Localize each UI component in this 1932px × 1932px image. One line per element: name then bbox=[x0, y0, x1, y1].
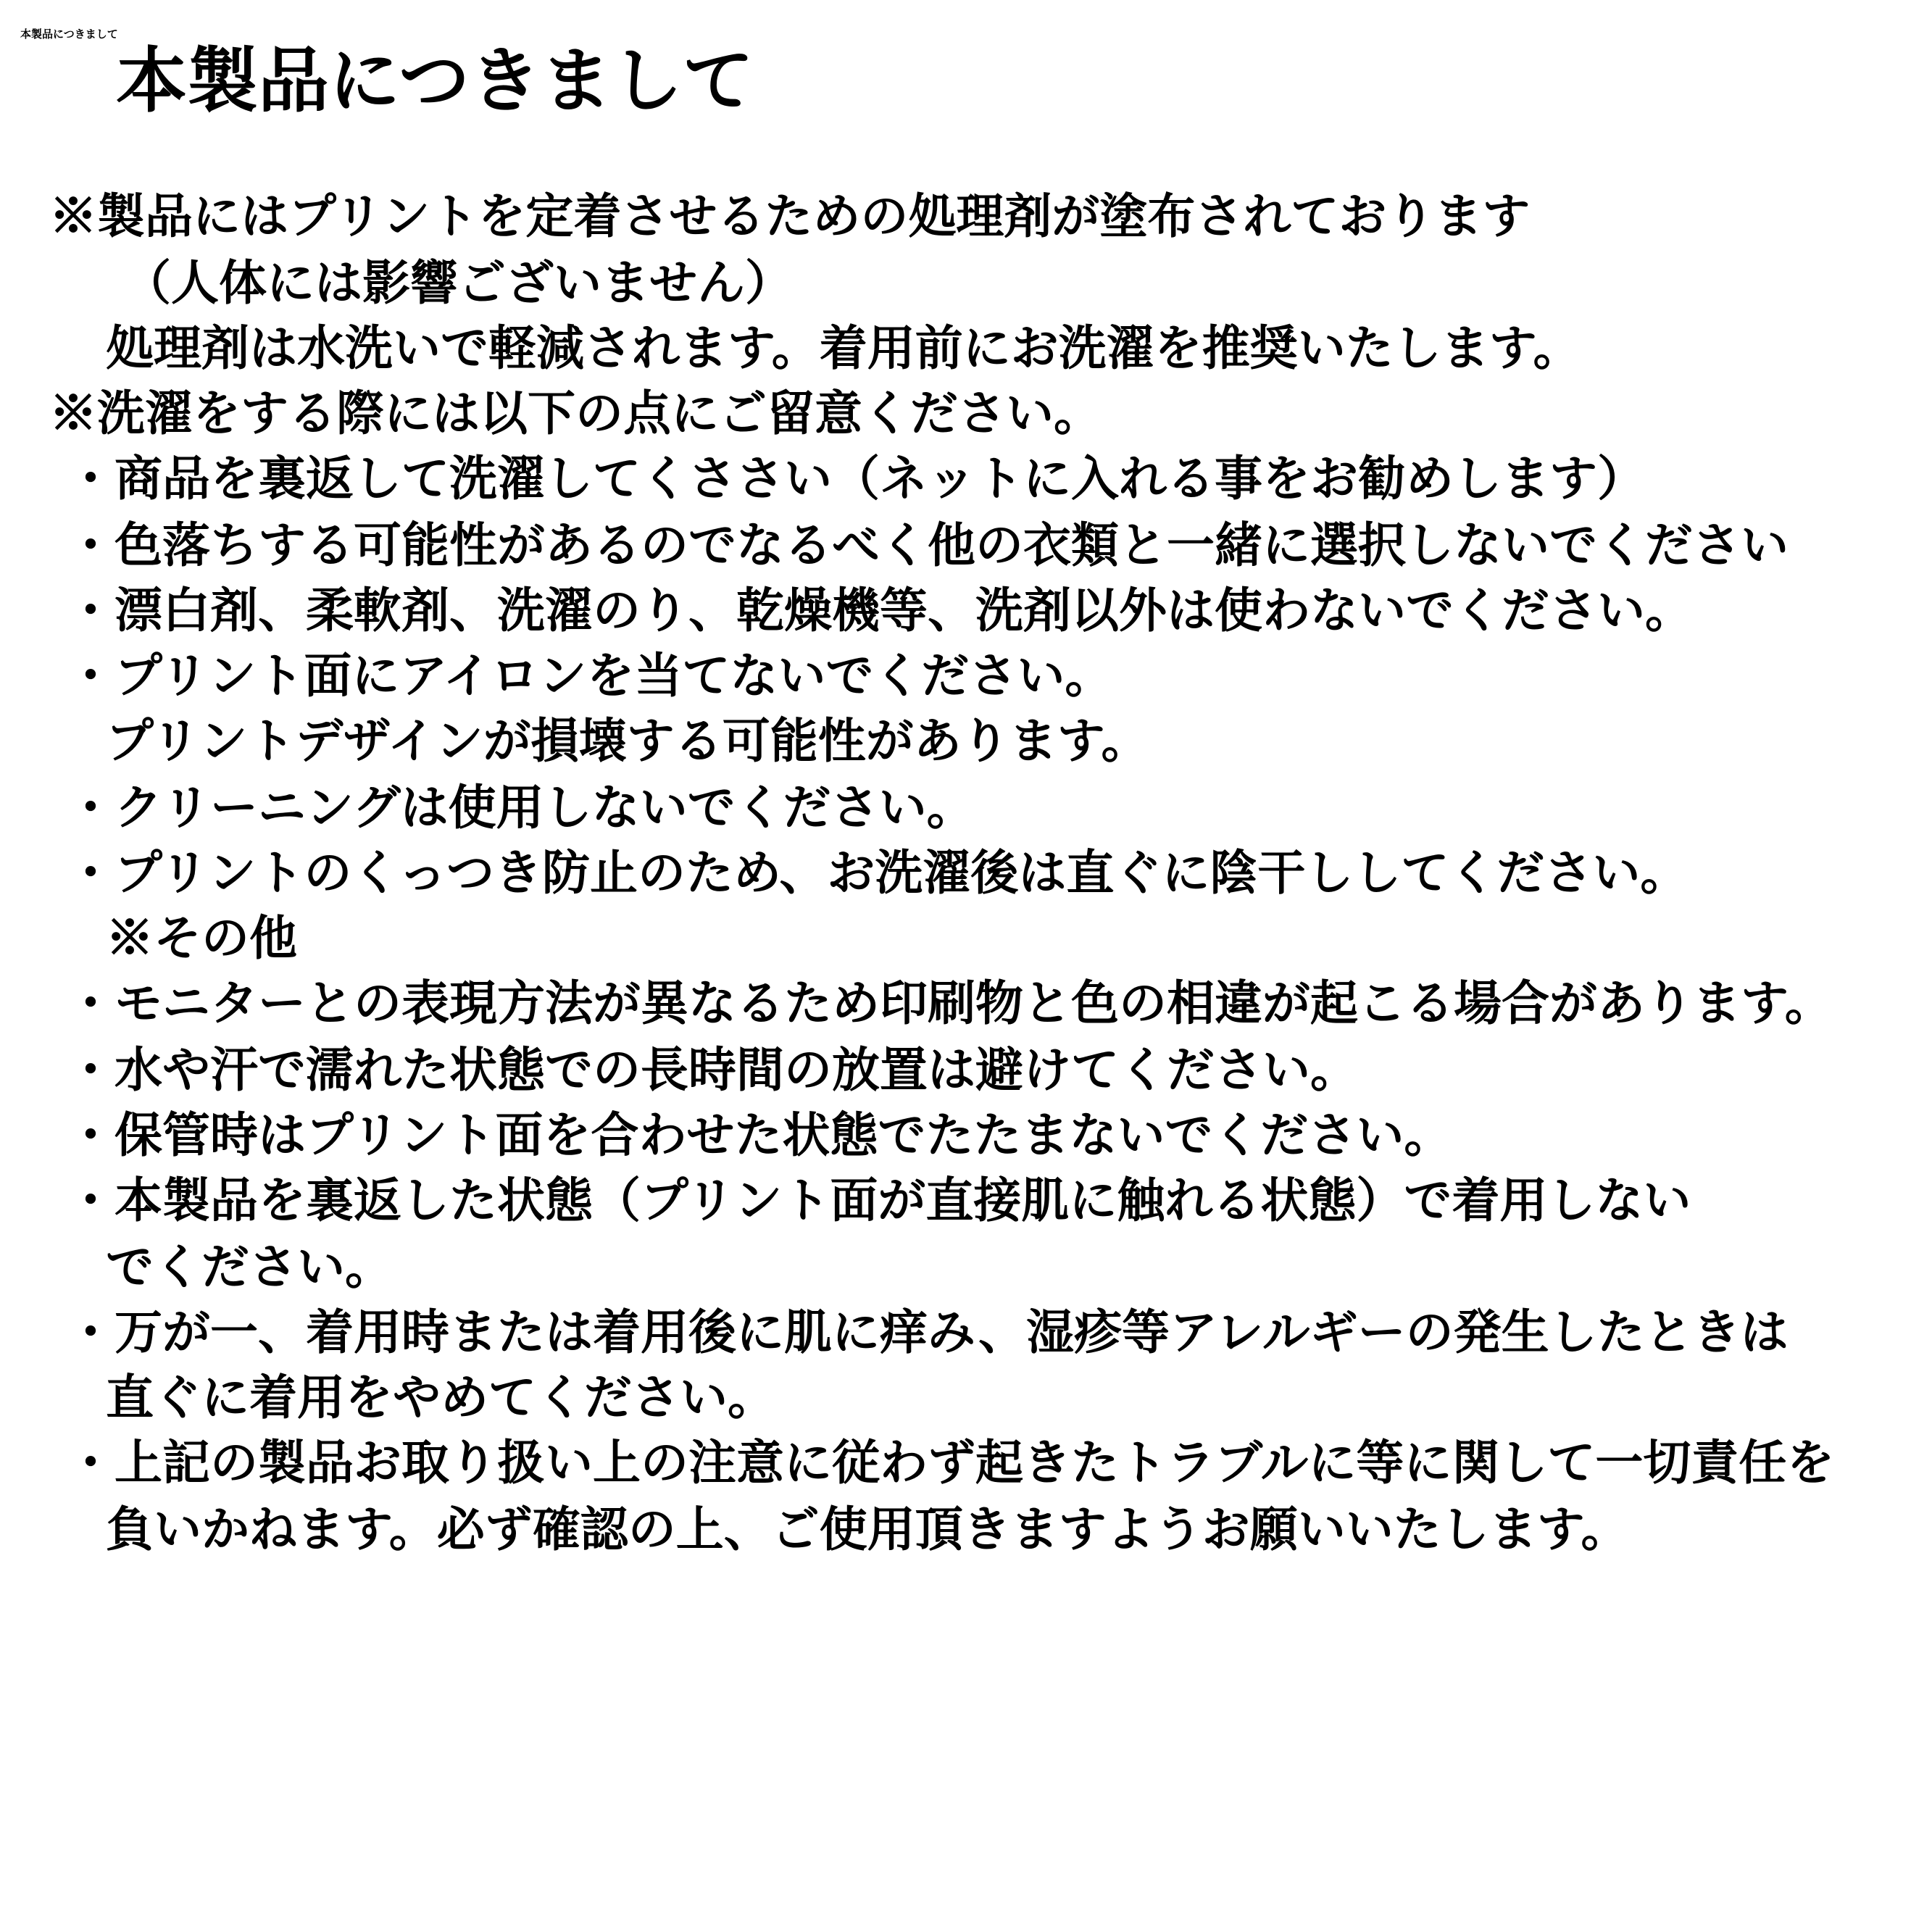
notice-line: ※製品にはプリントを定着させるための処理剤が塗布されております bbox=[49, 188, 1531, 244]
notice-line: ※その他 bbox=[106, 909, 297, 966]
notice-line: 負いかねます。必ず確認の上、ご使用頂きますようお願いいたします。 bbox=[106, 1501, 1629, 1557]
notice-line: ・本製品を裏返した状態（プリント面が直接肌に触れる状態）で着用しない bbox=[67, 1172, 1691, 1228]
notice-line: ・色落ちする可能性があるのでなるべく他の衣類と一緒に選択しないでください bbox=[67, 517, 1789, 573]
notice-line: ・クリーニングは使用しないでください。 bbox=[67, 779, 975, 836]
notice-line: ・上記の製品お取り扱い上の注意に従わず起きたトラブルに等に関して一切責任を bbox=[67, 1434, 1835, 1491]
notice-line: ・漂白剤、柔軟剤、洗濯のり、乾燥機等、洗剤以外は使わないでください。 bbox=[67, 582, 1693, 638]
page-title: 本製品につきまして bbox=[116, 39, 754, 122]
notice-line: ・モニターとの表現方法が異なるため印刷物と色の相違が起こる場合があります。 bbox=[67, 975, 1833, 1031]
notice-line: ・万が一、着用時または着用後に肌に痒み、湿疹等アレルギーの発生したときは bbox=[67, 1304, 1789, 1360]
notice-line: （人体には影響ございません） bbox=[123, 254, 793, 311]
notice-line: ・プリント面にアイロンを当てないでください。 bbox=[67, 647, 1113, 704]
notice-line: 処理剤は水洗いで軽減されます。着用前にお洗濯を推奨いたします。 bbox=[106, 320, 1581, 376]
notice-line: ・商品を裏返して洗濯してくささい（ネットに入れる事をお勧めします） bbox=[67, 450, 1645, 507]
header-label: 本製品につきまして bbox=[20, 28, 118, 41]
notice-line: 直ぐに着用をやめてください。 bbox=[106, 1369, 775, 1425]
notice-line: ・保管時はプリント面を合わせた状態でたたまないでください。 bbox=[67, 1107, 1452, 1163]
notice-line: ・プリントのくっつき防止のため、お洗濯後は直ぐに陰干ししてください。 bbox=[67, 844, 1689, 901]
notice-line: ※洗濯をする際には以下の点にご留意ください。 bbox=[49, 385, 1102, 441]
notice-line: でください。 bbox=[106, 1238, 393, 1295]
notice-line: プリントデザインが損壊する可能性があります。 bbox=[106, 712, 1149, 769]
notice-line: ・水や汗で濡れた状態での長時間の放置は避けてください。 bbox=[67, 1041, 1358, 1098]
